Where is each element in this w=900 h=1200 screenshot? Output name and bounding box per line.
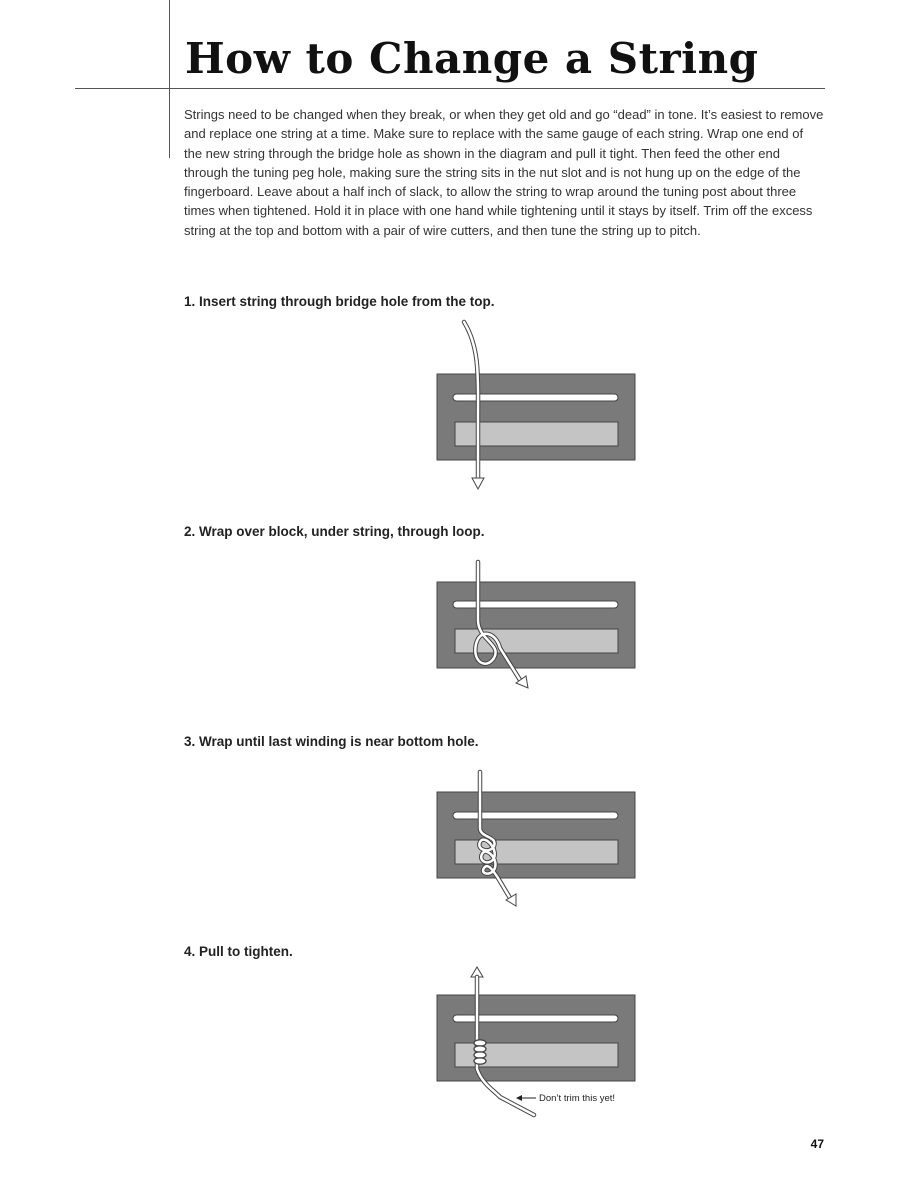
bridge-block xyxy=(437,995,635,1081)
step-2-label: 2. Wrap over block, under string, through loop. xyxy=(184,524,485,539)
arrow-down-icon xyxy=(472,478,484,489)
intro-paragraph: Strings need to be changed when they break, or when they get old and go “dead” in tone. It’s easiest to remove and replace one string at a time. Make sure to replace with the same gauge of each string. Wrap one end of the new string through the bridge hole as shown in the diagram and pull it tight. Then feed the other end through the tuning peg hole, making sure the string sits in the nut slot and is not hung up on the edge of the fingerboard. Leave about a half inch of slack, to allow the string to wrap around the tuning post about three times when tightened. Hold it in place with one hand while tightening until it stays by itself. Trim off the excess string at the top and bottom with a pair of wire cutters, and then tune the string up to pitch. xyxy=(184,107,824,238)
step-1-label: 1. Insert string through bridge hole from the top. xyxy=(184,294,495,309)
bridge-block xyxy=(437,792,635,878)
step-3-label: 3. Wrap until last winding is near bottom hole. xyxy=(184,734,479,749)
step-4-label: 4. Pull to tighten. xyxy=(184,944,293,959)
bridge-block xyxy=(437,374,635,460)
page-number: 47 xyxy=(810,1137,824,1151)
step-3-diagram xyxy=(436,772,638,907)
bridge-block xyxy=(437,582,635,668)
string-windings xyxy=(474,1040,486,1064)
callout-text: Don’t trim this yet! xyxy=(539,1093,616,1104)
header-rule-horizontal xyxy=(75,88,825,89)
header-rule-vertical xyxy=(169,0,170,158)
step-1-diagram xyxy=(436,318,638,493)
step-2-diagram xyxy=(436,562,638,692)
page-title: How to Change a String xyxy=(185,34,759,83)
step-4-diagram xyxy=(436,965,696,1120)
